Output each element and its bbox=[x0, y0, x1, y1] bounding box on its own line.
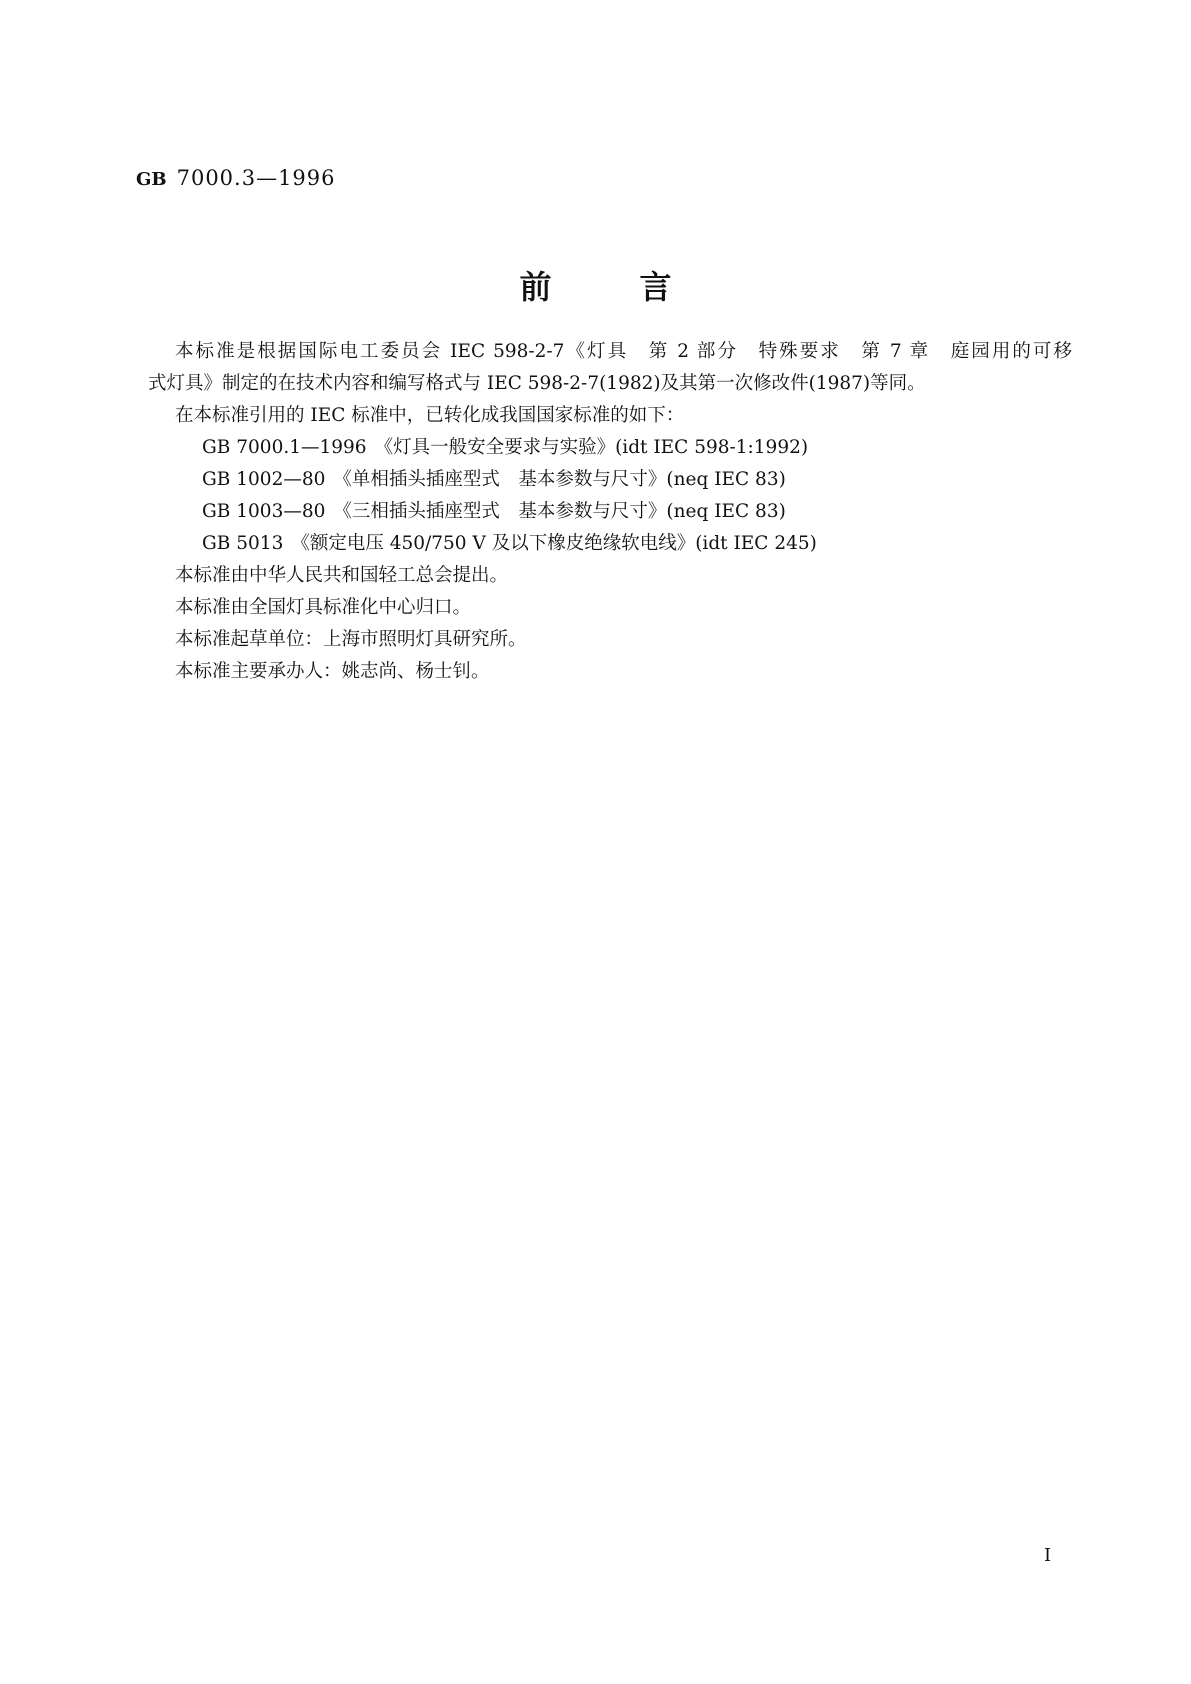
drafters-statement: 本标准主要承办人：姚志尚、杨士钊。 bbox=[175, 661, 490, 682]
reference-code: GB 7000.1—1996 bbox=[202, 437, 367, 458]
intro-paragraph-line-1: 本标准是根据国际电工委员会 IEC 598-2-7《灯具 第 2 部分 特殊要求 第 7 章 庭园用的可移 bbox=[175, 341, 1072, 362]
intro-paragraph-line-2: 式灯具》制定的在技术内容和编写格式与 IEC 598-2-7(1982)及其第一次修改件(1987)等同。 bbox=[148, 373, 926, 394]
managed-by-statement: 本标准由全国灯具标准化中心归口。 bbox=[175, 597, 472, 618]
reference-item bbox=[148, 432, 1072, 464]
drafting-unit-statement: 本标准起草单位：上海市照明灯具研究所。 bbox=[175, 629, 527, 650]
page-number: I bbox=[1044, 1545, 1052, 1566]
reference-item bbox=[148, 496, 1072, 528]
reference-title: 《单相插头插座型式 基本参数与尺寸》(neq IEC 83) bbox=[333, 469, 786, 490]
standard-number: 7000.3—1996 bbox=[176, 166, 336, 190]
references-intro: 在本标准引用的 IEC 标准中，已转化成我国国家标准的如下： bbox=[175, 405, 685, 426]
document-header bbox=[136, 166, 336, 190]
reference-title: 《灯具一般安全要求与实验》(idt IEC 598-1:1992) bbox=[374, 437, 809, 458]
reference-item bbox=[148, 528, 1072, 560]
reference-code: GB 5013 bbox=[202, 533, 284, 554]
reference-title: 《额定电压 450/750 V 及以下橡皮绝缘软电线》(idt IEC 245) bbox=[291, 533, 817, 554]
standard-prefix: GB bbox=[136, 169, 167, 190]
proposed-by-statement: 本标准由中华人民共和国轻工总会提出。 bbox=[175, 565, 509, 586]
reference-item bbox=[148, 464, 1072, 496]
reference-title: 《三相插头插座型式 基本参数与尺寸》(neq IEC 83) bbox=[333, 501, 786, 522]
document-body bbox=[148, 336, 1072, 688]
reference-code: GB 1003—80 bbox=[202, 501, 326, 522]
page-title: 前言 bbox=[519, 268, 760, 306]
reference-code: GB 1002—80 bbox=[202, 469, 326, 490]
